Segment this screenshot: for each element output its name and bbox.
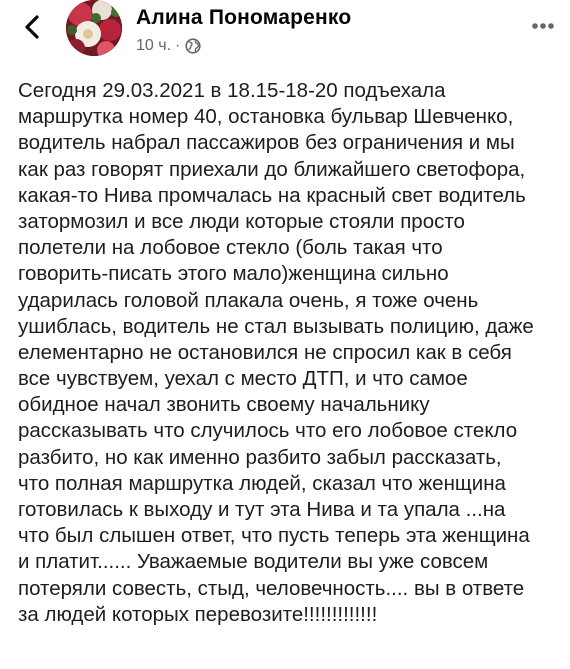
post-text-line: потеряли совесть, стыд, человечность.... вы в ответе: [18, 576, 525, 600]
post-text-line: рассказывать что случилось что его лобовое стекло: [18, 419, 518, 443]
post-timestamp[interactable]: 10 ч.: [136, 37, 172, 54]
post-meta: [136, 37, 201, 55]
post-text-line: и платит...... Уважаемые водители вы уже совсем: [18, 550, 489, 574]
post-text-line: елементарно не остановился не спросил как в себя: [18, 340, 512, 364]
back-button[interactable]: [18, 12, 48, 42]
post-text-line: говорить-писать этого мало)женщина сильно: [18, 262, 449, 286]
post-text-line: все чувствуем, уехал с место ДТП, и что самое: [18, 367, 468, 391]
post-text-line: обидное начал звонить своему начальнику: [18, 393, 430, 417]
post-text-line: за людей которых перевозите!!!!!!!!!!!!!: [18, 602, 378, 626]
post-text-line: водитель набрал пассажиров без ограничения и мы: [18, 131, 515, 155]
post-text-line: готовилась к выходу и тут эта Нива и та упала ...на: [18, 498, 506, 521]
more-horizontal-icon: [526, 12, 560, 40]
post-text-line: какая-то Нива промчалась на красный свет водитель: [18, 183, 526, 207]
meta-separator: ·: [175, 37, 181, 54]
post-header: [0, 0, 570, 68]
avatar[interactable]: [66, 0, 122, 56]
post-text-line: что полная маршрутка людей, сказал что женщина: [18, 471, 506, 495]
post-text-line: маршрутка номер 40, остановка бульвар Шевченко,: [18, 105, 514, 129]
author-name[interactable]: Алина Пономаренко: [136, 6, 352, 29]
post-text-line: Сегодня 29.03.2021 в 18.15-18-20 подъехала: [18, 79, 446, 102]
post-text-line: что был слышен ответ, что пусть теперь эта женщина: [18, 524, 530, 548]
post-text-line: ушиблась, водитель не стал вызывать полицию, даже: [18, 314, 534, 338]
post-text-line: затормозил и все люди которые стояли просто: [18, 209, 465, 233]
chevron-left-icon: [18, 12, 48, 42]
post-text-line: разбито, но как именно разбито забыл рассказать,: [18, 445, 502, 469]
post-text-line: как раз говорят приехали до ближайшего светофора,: [18, 157, 526, 181]
flower-avatar-image: [66, 0, 122, 56]
more-options-button[interactable]: [526, 12, 560, 40]
globe-icon[interactable]: [185, 38, 201, 54]
post-text-line: ударилась головой плакала очень, я тоже очень: [18, 288, 479, 312]
post-body: [18, 78, 564, 628]
post-text-line: полетели на лобовое стекло (боль такая что: [18, 236, 443, 260]
